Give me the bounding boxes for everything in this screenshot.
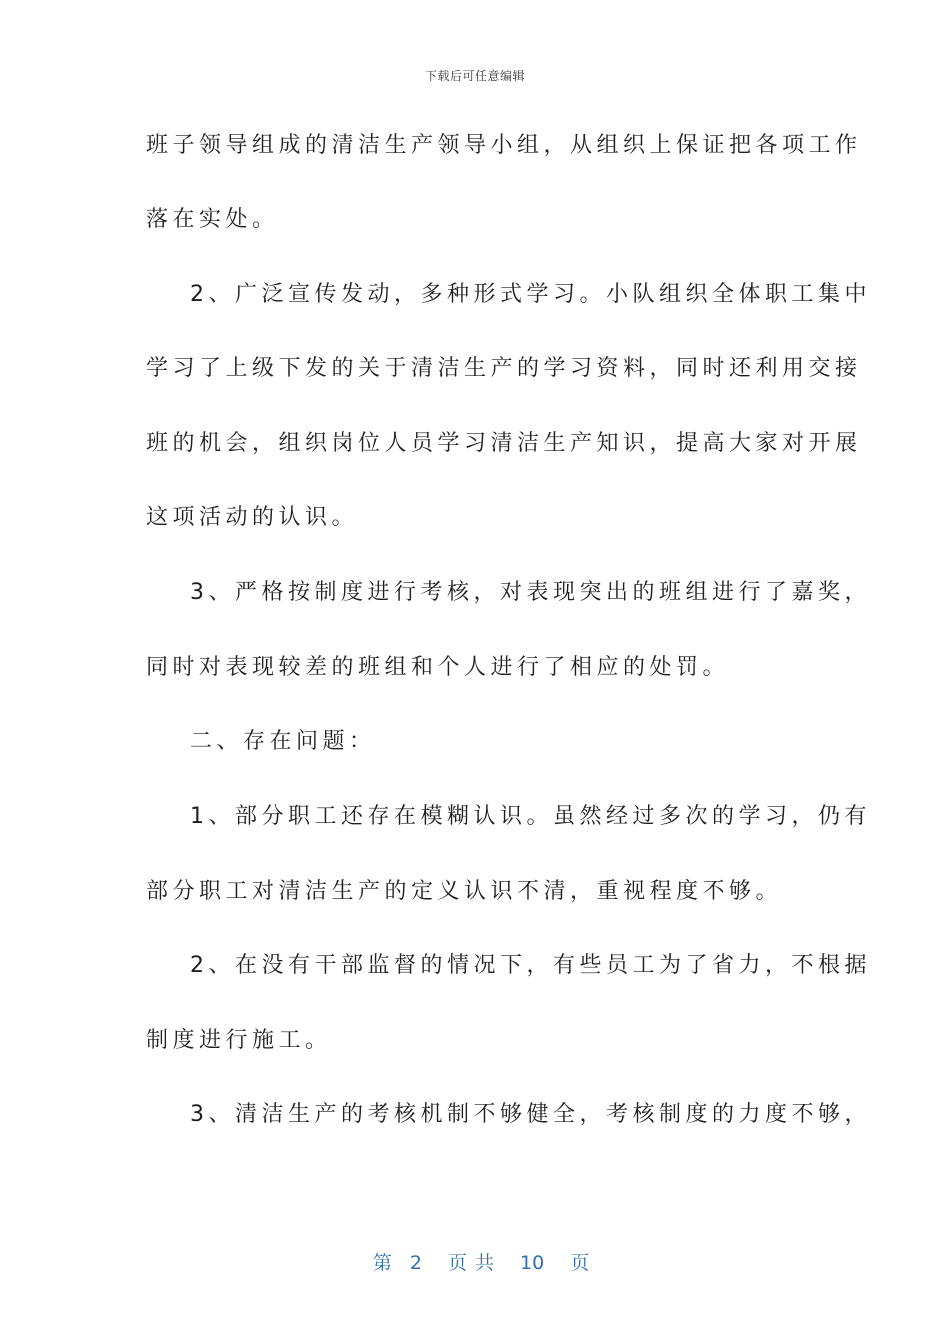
footer-prefix: 第 bbox=[372, 1252, 392, 1274]
footer-current-page: 2 bbox=[409, 1252, 422, 1274]
footer-suffix: 页 bbox=[570, 1252, 590, 1274]
body-line: 落在实处。 bbox=[146, 207, 279, 232]
body-line: 2、在没有干部监督的情况下，有些员工为了省力，不根据 bbox=[190, 953, 871, 978]
body-line: 班子领导组成的清洁生产领导小组，从组织上保证把各项工作 bbox=[146, 133, 862, 158]
body-line: 2、广泛宣传发动，多种形式学习。小队组织全体职工集中 bbox=[190, 282, 871, 307]
footer-total-pages: 10 bbox=[520, 1252, 545, 1274]
body-line: 1、部分职工还存在模糊认识。虽然经过多次的学习，仍有 bbox=[190, 804, 871, 829]
body-line: 同时对表现较差的班组和个人进行了相应的处罚。 bbox=[146, 655, 730, 680]
body-line: 制度进行施工。 bbox=[146, 1028, 332, 1053]
body-line: 部分职工对清洁生产的定义认识不清，重视程度不够。 bbox=[146, 879, 783, 904]
page-footer bbox=[0, 1226, 950, 1275]
body-line: 3、清洁生产的考核机制不够健全，考核制度的力度不够， bbox=[190, 1102, 871, 1127]
body-line: 学习了上级下发的关于清洁生产的学习资料，同时还利用交接 bbox=[146, 356, 862, 381]
header-note: 下载后可任意编辑 bbox=[424, 69, 525, 83]
body-line: 班的机会，组织岗位人员学习清洁生产知识，提高大家对开展 bbox=[146, 431, 862, 456]
section-heading: 二、存在问题： bbox=[190, 729, 376, 754]
footer-middle: 页共 bbox=[447, 1252, 502, 1274]
body-line: 3、严格按制度进行考核，对表现突出的班组进行了嘉奖， bbox=[190, 580, 871, 605]
body-line: 这项活动的认识。 bbox=[146, 505, 359, 530]
